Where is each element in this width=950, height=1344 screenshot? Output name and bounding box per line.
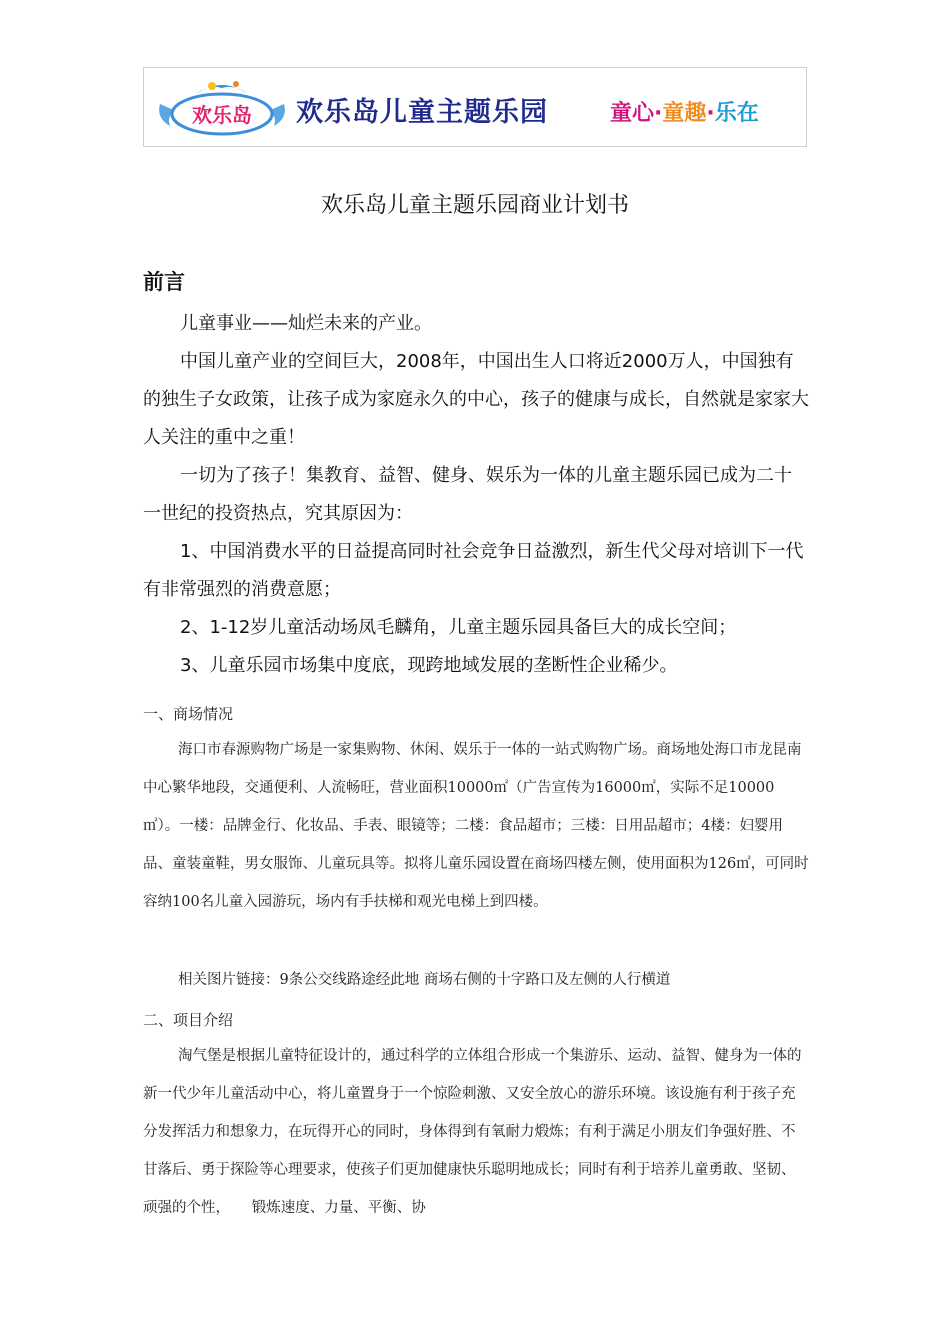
park-logo-icon — [156, 74, 288, 142]
banner-slogan — [610, 96, 759, 127]
slogan-separator: · — [706, 101, 715, 126]
slogan-part-2: 童趣 — [662, 101, 707, 126]
document-title: 欢乐岛儿童主题乐园商业计划书 — [320, 193, 629, 218]
logo-text: 欢乐岛 — [192, 103, 252, 127]
slogan-part-1: 童心 — [610, 101, 655, 126]
header-banner — [143, 67, 807, 147]
preface-list-item: 2、1-12岁儿童活动场凤毛麟角，儿童主题乐园具备巨大的成长空间； — [180, 617, 737, 638]
preface-paragraph: 一切为了孩子！集教育、益智、健身、娱乐为一体的儿童主题乐园已成为二十一世纪的投资热点，究其原因为： — [143, 465, 792, 524]
section1-image-links: 相关图片链接：9条公交线路途经此地 商场右侧的十字路口及左侧的人行横道 — [178, 972, 671, 988]
preface-paragraph: 儿童事业——灿烂未来的产业。 — [180, 313, 432, 334]
section1-paragraph: 海口市春源购物广场是一家集购物、休闲、娱乐于一体的一站式购物广场。商场地处海口市龙昆南中心繁华地段，交通便利、人流畅旺，营业面积10000㎡（广告宣传为16000㎡，实际不足10000㎡）。一楼：品牌金行、化妆品、手表、眼镜等；二楼：食品超市；三楼：日用品超市；4楼：妇婴用品、童装童鞋，男女服饰、儿童玩具等。拟将儿童乐园设置在商场四楼左侧，使用面积为126㎡，可同时容纳100名儿童入园游玩，场内有手扶梯和观光电梯上到四楼。 — [143, 742, 809, 910]
preface-heading: 前言 — [143, 270, 185, 294]
section2-paragraph: 淘气堡是根据儿童特征设计的，通过科学的立体组合形成一个集游乐、运动、益智、健身为一体的新一代少年儿童活动中心，将儿童置身于一个惊险刺激、又安全放心的游乐环境。该设施有利于孩子充分发挥活力和想象力，在玩得开心的同时，身体得到有氧耐力煅炼；有利于满足小朋友们争强好胜、不甘落后、勇于探险等心理要求，使孩子们更加健康快乐聪明地成长；同时有利于培养儿童勇敢、坚韧、顽强的个性， 锻炼速度、力量、平衡、协 — [143, 1048, 802, 1216]
preface-paragraph: 中国儿童产业的空间巨大，2008年，中国出生人口将近2000万人，中国独有的独生子女政策，让孩子成为家庭永久的中心，孩子的健康与成长，自然就是家家大人关注的重中之重！ — [143, 351, 809, 448]
slogan-separator: · — [654, 101, 663, 126]
section-heading-1: 一、商场情况 — [143, 705, 234, 723]
slogan-part-3: 乐在 — [714, 101, 759, 126]
preface-list-item: 3、儿童乐园市场集中度底，现跨地域发展的垄断性企业稀少。 — [180, 655, 678, 676]
banner-title: 欢乐岛儿童主题乐园 — [296, 97, 548, 128]
section-heading-2: 二、项目介绍 — [143, 1011, 234, 1029]
preface-list-item: 1、中国消费水平的日益提高同时社会竞争日益激烈，新生代父母对培训下一代有非常强烈的消费意愿； — [143, 541, 804, 600]
